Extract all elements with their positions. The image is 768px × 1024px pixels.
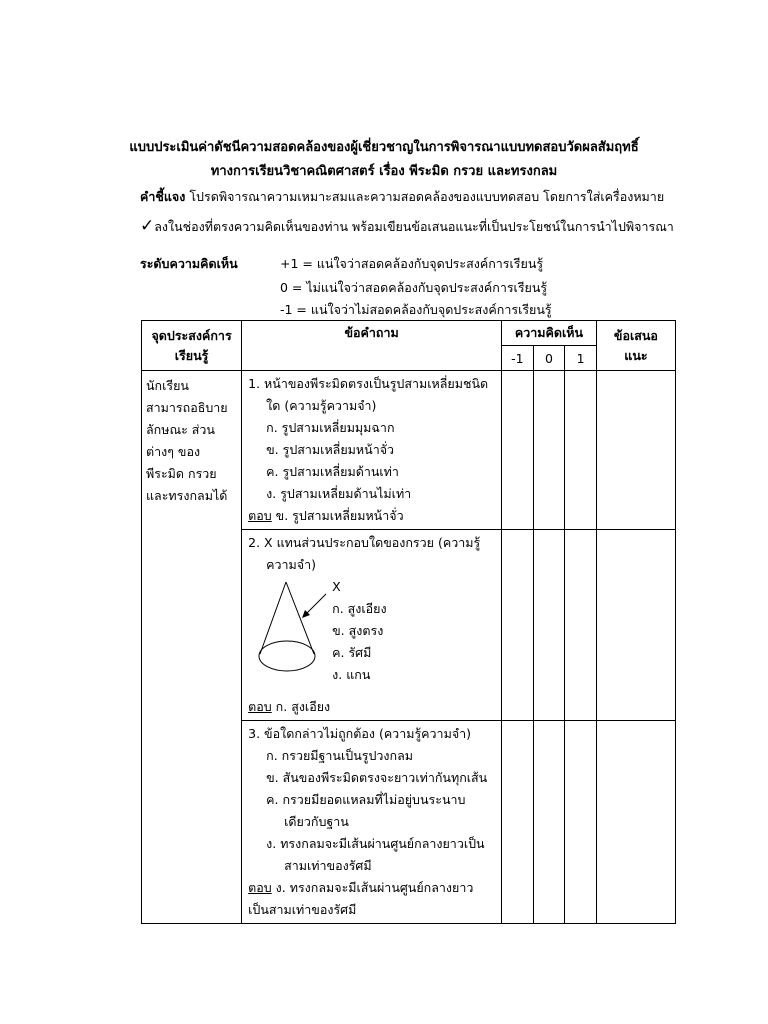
q3-answer-cont: เป็นสามเท่าของรัศมี: [248, 902, 357, 917]
q3-score-minus-one[interactable]: [502, 721, 534, 924]
question-cell-3: [242, 721, 502, 924]
q2-stem-cont: ความจำ): [266, 557, 317, 572]
instruction-label: คำชี้แจง: [140, 189, 186, 204]
cone-base: [259, 641, 315, 671]
q1-option-b: ข. รูปสามเหลี่ยมหน้าจั่ว: [266, 442, 395, 457]
q2-option-c: ค. รัศมี: [332, 645, 372, 660]
q3-option-c-cont: เดียวกับฐาน: [284, 814, 349, 829]
q1-score-minus-one[interactable]: [502, 371, 534, 530]
q1-score-zero[interactable]: [533, 371, 565, 530]
q2-score-minus-one[interactable]: [502, 530, 534, 721]
q3-score-plus-one[interactable]: [565, 721, 597, 924]
q1-score-plus-one[interactable]: [565, 371, 597, 530]
q2-score-plus-one[interactable]: [565, 530, 597, 721]
check-mark-icon: ✓: [140, 216, 155, 236]
q2-option-d: ง. แกน: [332, 667, 371, 682]
header-suggestion-2: แนะ: [624, 347, 648, 363]
cone-figure-icon: [254, 576, 344, 674]
level-minus-one: -1 = แน่ใจว่าไม่สอดคล้องกับจุดประสงค์การเรียนรู้: [280, 302, 552, 317]
q2-figure-label: X: [332, 579, 341, 594]
objective-line: สามารถอธิบาย: [146, 400, 228, 415]
score-minus-one: -1: [502, 346, 534, 371]
q3-answer: [248, 877, 495, 899]
q3-option-c: ค. กรวยมียอดแหลมที่ไม่อยู่บนระนาบ: [266, 792, 466, 807]
q2-answer: [248, 696, 495, 718]
q3-option-d-cont: สามเท่าของรัศมี: [284, 858, 372, 873]
header-question: ข้อคำถาม: [242, 321, 502, 371]
q2-option-b: ข. สูงตรง: [332, 623, 384, 638]
level-plus-one: +1 = แน่ใจว่าสอดคล้องกับจุดประสงค์การเรียนรู้: [280, 256, 544, 271]
level-zero: 0 = ไม่แน่ใจว่าสอดคล้องกับจุดประสงค์การเรียนรู้: [280, 280, 548, 295]
q2-options: [332, 576, 386, 686]
q1-stem: 1. หน้าของพีระมิดตรงเป็นรูปสามเหลี่ยมชนิด: [248, 376, 489, 391]
answer-label: ตอบ: [248, 508, 272, 523]
header-suggestion: [596, 321, 675, 371]
score-zero: 0: [533, 346, 565, 371]
q2-suggestion[interactable]: [596, 530, 675, 721]
level-heading: ระดับความคิดเห็น: [140, 256, 238, 271]
q1-suggestion[interactable]: [596, 371, 675, 530]
question-cell-2: [242, 530, 502, 721]
cone-slant-right: [286, 582, 314, 654]
q1-option-d: ง. รูปสามเหลี่ยมด้านไม่เท่า: [266, 486, 412, 501]
q3-stem: 3. ข้อใดกล่าวไม่ถูกต้อง (ความรู้ความจำ): [248, 726, 472, 741]
q1-stem-cont: ใด (ความรู้ความจำ): [266, 398, 377, 413]
q3-answer-text: ง. ทรงกลมจะมีเส้นผ่านศูนย์กลางยาว: [271, 880, 474, 895]
header-objective: [142, 321, 242, 371]
answer-label: ตอบ: [248, 699, 272, 714]
objective-line: ต่างๆ ของ: [146, 444, 201, 459]
objective-cell: [142, 371, 242, 924]
score-plus-one: 1: [565, 346, 597, 371]
document-title-line-2: ทางการเรียนวิชาคณิตศาสตร์ เรื่อง พีระมิด กรวย และทรงกลม: [210, 164, 558, 179]
header-objective-1: จุดประสงค์การ: [151, 327, 232, 343]
q3-option-d: ง. ทรงกลมจะมีเส้นผ่านศูนย์กลางยาวเป็น: [266, 836, 485, 851]
q1-answer: [248, 505, 495, 527]
q1-option-a: ก. รูปสามเหลี่ยมมุมฉาก: [266, 420, 395, 435]
header-opinion: ความคิดเห็น: [502, 321, 597, 346]
objective-line: พีระมิด กรวย: [146, 466, 217, 481]
q3-option-a: ก. กรวยมีฐานเป็นรูปวงกลม: [266, 748, 413, 763]
header-suggestion-1: ข้อเสนอ: [613, 327, 658, 343]
q2-stem: 2. X แทนส่วนประกอบใดของกรวย (ความรู้: [248, 535, 481, 550]
instruction-text-2: ลงในช่องที่ตรงความคิดเห็นของท่าน พร้อมเขียนข้อเสนอแนะที่เป็นประโยชน์ในการนำไปพิจารณา: [154, 219, 674, 234]
instruction-text-1: โปรดพิจารณาความเหมาะสมและความสอดคล้องของแบบทดสอบ โดยการใส่เครื่องหมาย: [189, 189, 665, 204]
instruction-line-1: [140, 185, 680, 209]
q1-answer-text: ข. รูปสามเหลี่ยมหน้าจั่ว: [271, 508, 404, 523]
question-cell-1: [242, 371, 502, 530]
q1-option-c: ค. รูปสามเหลี่ยมด้านเท่า: [266, 464, 399, 479]
q2-option-a: ก. สูงเอียง: [332, 601, 387, 616]
q3-option-b: ข. สันของพีระมิดตรงจะยาวเท่ากันทุกเส้น: [266, 770, 488, 785]
q2-figure: [248, 576, 495, 696]
q3-score-zero[interactable]: [533, 721, 565, 924]
q2-answer-text: ก. สูงเอียง: [271, 699, 331, 714]
objective-line: และทรงกลมได้: [146, 488, 228, 503]
question-row-1: [142, 371, 676, 530]
answer-label: ตอบ: [248, 880, 272, 895]
instruction-line-2: [140, 214, 680, 239]
objective-line: ลักษณะ ส่วน: [146, 422, 215, 437]
objective-line: นักเรียน: [146, 378, 189, 393]
q2-score-zero[interactable]: [533, 530, 565, 721]
document-title-line-1: แบบประเมินค่าดัชนีความสอดคล้องของผู้เชี่ยวชาญในการพิจารณาแบบทดสอบวัดผลสัมฤทธิ์: [129, 140, 639, 155]
q3-suggestion[interactable]: [596, 721, 675, 924]
header-objective-2: เรียนรู้: [174, 347, 209, 363]
evaluation-table: [141, 320, 676, 924]
